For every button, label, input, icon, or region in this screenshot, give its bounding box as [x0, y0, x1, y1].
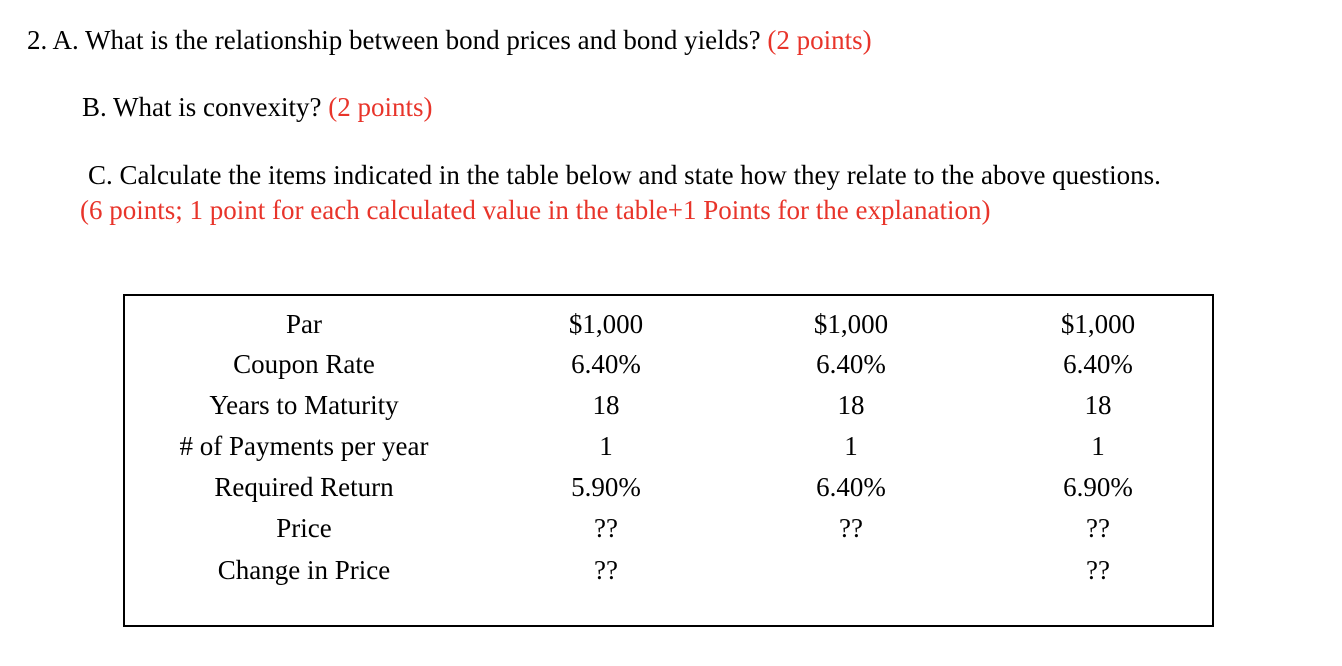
question-b-text: B. What is convexity?: [82, 92, 322, 122]
question-a-text: 2. A. What is the relationship between bond prices and bond yields?: [27, 25, 761, 55]
table-cell: $1,000: [813, 309, 889, 339]
table-cell: 1: [599, 431, 613, 461]
table-row-required-return: [125, 467, 1212, 507]
table-cell: 5.90%: [571, 472, 641, 502]
question-a-points: (2 points): [767, 25, 872, 55]
table-row-coupon-rate: [125, 344, 1212, 384]
table-row-change-in-price: [125, 550, 1212, 590]
table-cell: 18: [592, 390, 620, 420]
question-c-points: (6 points; 1 point for each calculated value in the table+1 Points for the explanation): [80, 195, 991, 225]
table-cell: 18: [1084, 390, 1112, 420]
row-label: Required Return: [214, 472, 394, 502]
row-label: # of Payments per year: [179, 431, 429, 461]
table-cell: 6.40%: [571, 349, 641, 379]
table-row-par: [125, 304, 1212, 344]
table-cell: $1,000: [568, 309, 644, 339]
table-row-price: [125, 508, 1212, 548]
table-cell: 1: [1091, 431, 1105, 461]
table-cell: ??: [594, 555, 618, 585]
table-row-years-to-maturity: [125, 385, 1212, 425]
table-cell: ??: [839, 513, 863, 543]
table-cell: 6.90%: [1063, 472, 1133, 502]
question-b: [82, 90, 432, 124]
table-cell: $1,000: [1060, 309, 1136, 339]
bond-table: [123, 294, 1214, 627]
question-a: [27, 23, 872, 57]
table-cell: 6.40%: [1063, 349, 1133, 379]
row-label: Par: [286, 309, 322, 339]
table-cell: 18: [837, 390, 865, 420]
table-cell: 1: [844, 431, 858, 461]
question-c: [88, 158, 1161, 192]
table-cell: ??: [594, 513, 618, 543]
row-label: Coupon Rate: [233, 349, 375, 379]
row-label: Years to Maturity: [209, 390, 399, 420]
question-c-text: C. Calculate the items indicated in the table below and state how they relate to the above questions.: [88, 160, 1161, 190]
table-cell: ??: [1086, 555, 1110, 585]
table-cell: 6.40%: [816, 349, 886, 379]
table-cell: ??: [1086, 513, 1110, 543]
table-row-payments-per-year: [125, 426, 1212, 466]
row-label: Change in Price: [217, 555, 391, 585]
row-label: Price: [276, 513, 332, 543]
question-b-points: (2 points): [328, 92, 433, 122]
table-cell: 6.40%: [816, 472, 886, 502]
